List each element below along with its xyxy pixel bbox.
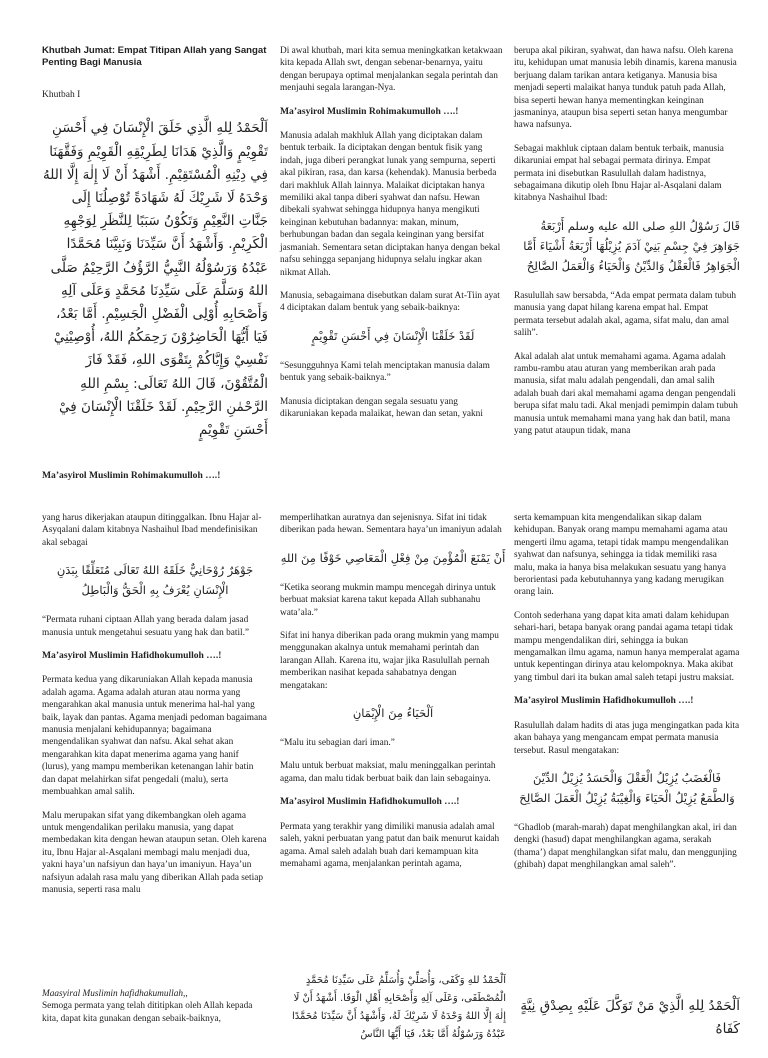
paragraph: Rasulullah dalam hadits di atas juga mengingatkan pada kita akan bahaya yang mengancam empat permata manusia tersebut. Rasul mengatakan: [514, 720, 740, 756]
paragraph: Akal adalah alat untuk memahami agama. Agama adalah rambu-rambu atau aturan yang memberikan arah pada manusia, sifat malu adalah pengendali, dan amal salih adalah buah dari akal memahami agama dengan pengendali berupa sifat malu tadi. Akal menjadi pemimpin dalam tubuh manusia untuk memahami mana yang hak dan batil, mana yang patut ataupun tidak, mana [514, 351, 738, 436]
top-column-2 [280, 45, 506, 431]
middle-column-2 [280, 512, 506, 881]
page-title: Khutbah Jumat: Empat Titipan Allah yang Sangat Penting Bagi Manusia [42, 45, 267, 68]
paragraph: Manusia, sebagaimana disebutkan dalam surat At-Tiin ayat 4 diciptakan dalam bentuk yang sebaik-baiknya: [280, 290, 500, 314]
page-subtitle: Khutbah I [42, 90, 81, 100]
paragraph: berupa akal pikiran, syahwat, dan hawa nafsu. Oleh karena itu, kehidupan umat manusia lebih dinamis, karena manusia berjuang dalam tarikan antara ketiganya. Manusia bisa menjadi seperti malaikat hanya tunduk patuh pada Allah, bisa seperti hewan hanya mementingkan keinginan jasmaninya, ataupun bisa seperti setan hanya mengumbar hawa nafsunya. [514, 46, 737, 131]
section-heading: Ma’asyirol Muslimin Rohimakumulloh ….! [42, 470, 221, 482]
paragraph: Sifat ini hanya diberikan pada orang mukmin yang mampu menggunakan akalnya untuk memahami perintah dan larangan Allah. Karena itu, wajar jika Rasulullah pernah memberikan nasihat kepada sahabatnya dengan mengatakan: [280, 631, 499, 691]
paragraph: Manusia diciptakan dengan segala sesuatu yang dikaruniakan kepada malaikat, hewan dan setan, yakni [280, 396, 483, 419]
hadith-translation: “Ghadlob (marah-marah) dapat menghilangkan akal, iri dan dengki (hasud) dapat menghilangkan agama, serakah (thama’) dapat menghilangkan sifat malu, dan menggunjing (ghibah) dapat menghilangkan amal saleh”. [514, 822, 737, 871]
arabic-definition: جَوْهَرٌ رُوْحَانِيٌّ خَلَقَهُ اللهُ تَعَالَى مُتَعَلِّقًا بِبَدَنِ الْإِنْسَانِ يُعْرَفُ بِهِ الْحَقُّ وَالْبَاطِلُ [56, 563, 254, 598]
closing-heading: Maasyiral Muslimin hafidhakumullah,, [42, 989, 188, 999]
section-heading: Ma’asyirol Muslimin Rohimakumulloh ….! [280, 105, 459, 117]
paragraph: Semoga permata yang telah dititipkan oleh Allah kepada kita, dapat kita gunakan dengan sebaik-baiknya, [42, 1001, 253, 1024]
middle-column-3 [514, 512, 740, 883]
hadith-arabic: قَالَ رَسُوْلُ اللهِ صلى الله عليه وسلم أَرْبَعَةُ جَوَاهِرَ فِيْ جِسْمِ بَنِيْ آدَمَ يُزِيْلُهَا أَرْبَعَةُ أَشْيَاءَ أَمَّا الْجَوَاهِرُ فَالْعَقْلُ وَالدِّيْنُ وَالْحَيَاءُ وَالْعَمَلُ الصَّالِحُ [523, 218, 740, 273]
bottom-column-2 [280, 972, 506, 1058]
paragraph: Contoh sederhana yang dapat kita amati dalam kehidupan sehari-hari, betapa banyak orang pandai agama tetapi tidak mampu mengendalikan diri, sehingga ia bukan mengamalkan ilmu agama, namun hanya memperalat agama untuk kepentingan dirinya atau kelompoknya. Maka akibat yang timbul dari ita bukan amal saleh tetapi justru maksiat. [514, 610, 740, 683]
paragraph: Di awal khutbah, mari kita semua meningkatkan ketakwaan kita kepada Allah swt, dengan sebenar-benarnya, yaitu dengan berupaya optimal menjalankan segala perintah dan menjauhi segala larangan-Nya. [280, 46, 503, 94]
closing-arabic: اَلْحَمْدُ للهِ وَكَفَى، وَأُصَلِّيْ وَأُسَلِّمُ عَلَى سَيِّدِنَا مُحَمَّدٍ الْمُصْطَفَى، وَعَلَى آلِهِ وَأَصْحَابِهِ أَهْلِ الْوَفَا. أَشْهَدُ أَنْ لَا إِلٰهَ إِلَّا اللهُ وَحْدَهُ لَا شَرِيْكَ لَهُ، وَأَشْهَدُ أَنَّ سَيِّدَنَا مُحَمَّدًا عَبْدُهُ وَرَسُوْلُهُ أَمَّا بَعْدُ، فَيَا أَيُّهَا النَّاسُ [292, 975, 506, 1040]
paragraph: serta kemampuan kita mengendalikan sikap dalam kehidupan. Banyak orang mampu memahami agama atau mengerti ilmu agama, tetapi tidak mampu mengendalikan syahwat dan nafsunya, sehingga ia tidak memiliki rasa malu, maka ia hanya bisa melakukan sesuatu yang hanya berorientasi pada kebutuhannya yang kadang merugikan orang lain. [514, 513, 729, 598]
verse-translation: “Sesungguhnya Kami telah menciptakan manusia dalam bentuk yang sebaik-baiknya.” [280, 360, 490, 384]
paragraph: Sebagai makhluk ciptaan dalam bentuk terbaik, manusia dikaruniai empat hal sebagai permata dirinya. Empat permata ini disebutkan Rasulullah dalam hadistnya, sebagaimana dikutip oleh Ibnu Hajar al-Asqalani dalam kitabnya Nashaihul Ibad: [514, 143, 724, 204]
top-column-3 [514, 45, 740, 448]
paragraph: Permata yang terakhir yang dimiliki manusia adalah amal saleh, yakni perbuatan yang patut dan baik menurut kaidah agama. Amal saleh adalah buah dari kemampuan kita memahami agama, menjalankan perintah agama, [280, 821, 500, 869]
section-heading: Ma’asyirol Muslimin Hafidhokumulloh ….! [42, 650, 222, 662]
arabic-verse: لَقَدْ خَلَقْنَا الْإِنْسَانَ فِي أَحْسَنِ تَقْوِيْمٍ [311, 328, 475, 343]
khutbah-2-arabic: اَلْحَمْدُ لِلهِ الَّذِيْ مَنْ تَوَكَّلَ عَلَيْهِ بِصِدْقِ نِيَّةٍ كَفَاهُ [520, 998, 740, 1038]
bottom-column-3 [514, 995, 740, 1055]
definition-translation: “Ketika seorang mukmin mampu mencegah dirinya untuk berbuat maksiat karena takut kepada Allah subhanahu wata’ala.” [280, 582, 496, 618]
arabic-definition: أَنْ يَمْنَعَ الْمُؤْمِنَ مِنْ فِعْلِ الْمَعَاصِي خَوْفًا مِنَ اللهِ [280, 550, 506, 565]
middle-column-1 [42, 512, 268, 907]
paragraph: Rasulullah saw bersabda, “Ada empat permata dalam tubuh manusia yang dapat hilang karena empat hal. Empat permata tersebut adalah akal, agama, sifat malu, dan amal salih”. [514, 290, 737, 339]
paragraph: Malu untuk berbuat maksiat, malu meninggalkan perintah agama, dan malu tidak berbuat baik dan lain sebagainya. [280, 761, 496, 784]
section-heading: Ma’asyirol Muslimin Hafidhokumulloh ….! [514, 695, 694, 707]
paragraph: yang harus dikerjakan ataupun ditinggalkan. Ibnu Hajar al-Asyqalani dalam kitabnya Nashaihul Ibad mendefinisikan akal sebagai [42, 513, 262, 548]
paragraph: memperlihatkan auratnya dan sejenisnya. Sifat ini tidak diberikan pada hewan. Sementara haya’un imaniyun adalah [280, 513, 502, 536]
paragraph: Manusia adalah makhluk Allah yang diciptakan dalam bentuk terbaik. Ia diciptakan dengan bentuk fisik yang indah, juga diberi perangkat lunak yang sempurna, seperti akal pikiran, rasa, dan karsa (kehendak). Manusia berbeda dari makhluk Allah lainnya. Malaikat diciptakan hanya memiliki akal tanpa diberi syahwat dan nafsu. Hewan dibekali syahwat sehingga hidupnya hanya mengikuti keinginan kebutuhan badannya: makan, minum, berhubungan badan dan segala keinginan yang bersifat jasmaniah. Sementara setan diciptakan hanya dengan bekal nafsu sehingga sepanjang hidupnya selalu ingkar akan nikmat Allah. [280, 131, 501, 278]
section-heading: Ma’asyirol Muslimin Hafidhokumulloh ….! [280, 796, 460, 808]
hadith-translation: “Malu itu sebagian dari iman.” [280, 738, 395, 749]
paragraph: Malu merupakan sifat yang dikembangkan oleh agama untuk mengendalikan perilaku manusia, yang dapat membedakan kita dengan hewan ataupun setan. Oleh karena itu, Ibnu Hajar al-Asqalani membagi malu menjadi dua, yakni haya’un nafsiyun dan haya’un imaniyun. Haya’un nafsiyun adalah rasa malu yang diberikan Allah pada setiap manusia, seperti rasa malu [42, 810, 267, 895]
opening-arabic: اَلْحَمْدُ لِلهِ الَّذِي خَلَقَ الْإِنْسَانَ فِي أَحْسَنِ تَقْوِيْمٍ وَالَّذِيْ هَدَانَا لِطَرِيْقِهِ الْقَوِيْمِ وَفَقَّهَنَا فِي دِيْنِهِ الْمُسْتَقِيْمِ. أَشْهَدُ أَنْ لَا إِلٰهَ إِلَّا اللهُ وَحْدَهُ لَا شَرِيْكَ لَهُ شَهَادَةً تُوْصِلُنَا إِلَى جَنَّاتِ النَّعِيْمِ وَتَكُوْنُ سَبَبًا لِلنَّظَرِ لِوَجْهِهِ الْكَرِيْمِ. وَأَشْهَدُ أَنَّ سَيِّدَنَا وَنَبِيَّنَا مُحَمَّدًا عَبْدُهُ وَرَسُوْلُهُ النَّبِيُّ الرَّؤُفُ الرَّحِيْمُ صَلَّى اللهُ وَسَلَّمَ عَلَى سَيِّدِنَا مُحَمَّدٍ وَعَلَى آلِهِ وَأَصْحَابِهِ أُوْلِى الْفَضْلِ الْجَسِيْمِ. أَمَّا بَعْدُ، فَيَا أَيُّهَا الْحَاضِرُوْنَ رَحِمَكُمُ اللهُ، أُوْصِيْنِيْ نَفْسِيْ وَإِيَّاكُمْ بِتَقْوَى اللهِ، فَقَدْ فَازَ الْمُتَّقُوْنَ، قَالَ اللهُ تَعَالَى: بِسْمِ اللهِ الرَّحْمٰنِ الرَّحِيْمِ. لَقَدْ خَلَقْنَا الْإِنْسَانَ فِيْ أَحْسَنِ تَقْوِيْمٍ [43, 120, 268, 439]
top-column-1 [42, 45, 268, 495]
paragraph: Permata kedua yang dikaruniakan Allah kepada manusia adalah agama. Agama adalah aturan atau norma yang mengarahkan akal manusia untuk menerima hal-hal yang baik, layak dan pantas. Agama menjadi pedoman bagaimana manusia menjalani kehidupannya; bagaimana mengendalikan syahwat dan nafsu. Akal sehat akan mengarahkan kita dapat menerima agama yang hanif (lurus), yang mampu memberikan ketenangan lahir batin dan dapat melahirkan sifat pengedali (malu), serta membuahkan amal salih. [42, 675, 267, 798]
arabic-hadith: اَلْحَيَاءُ مِنَ الْإِيْمَانِ [352, 706, 434, 721]
definition-translation: “Permata ruhani ciptaan Allah yang berada dalam jasad manusia untuk mengetahui sesuatu yang hak dan batil.” [42, 615, 250, 638]
bottom-column-1 [42, 988, 268, 1036]
arabic-hadith: فَالْغَضَبُ يُزِيْلُ الْعَقْلَ وَالْحَسَدُ يُزِيْلُ الدِّيْنَ وَالطَّمَعُ يُزِيْلُ الْحَيَاءَ وَالْغِيْبَةُ يُزِيْلُ الْعَمَلَ الصَّالِحَ [519, 770, 735, 805]
